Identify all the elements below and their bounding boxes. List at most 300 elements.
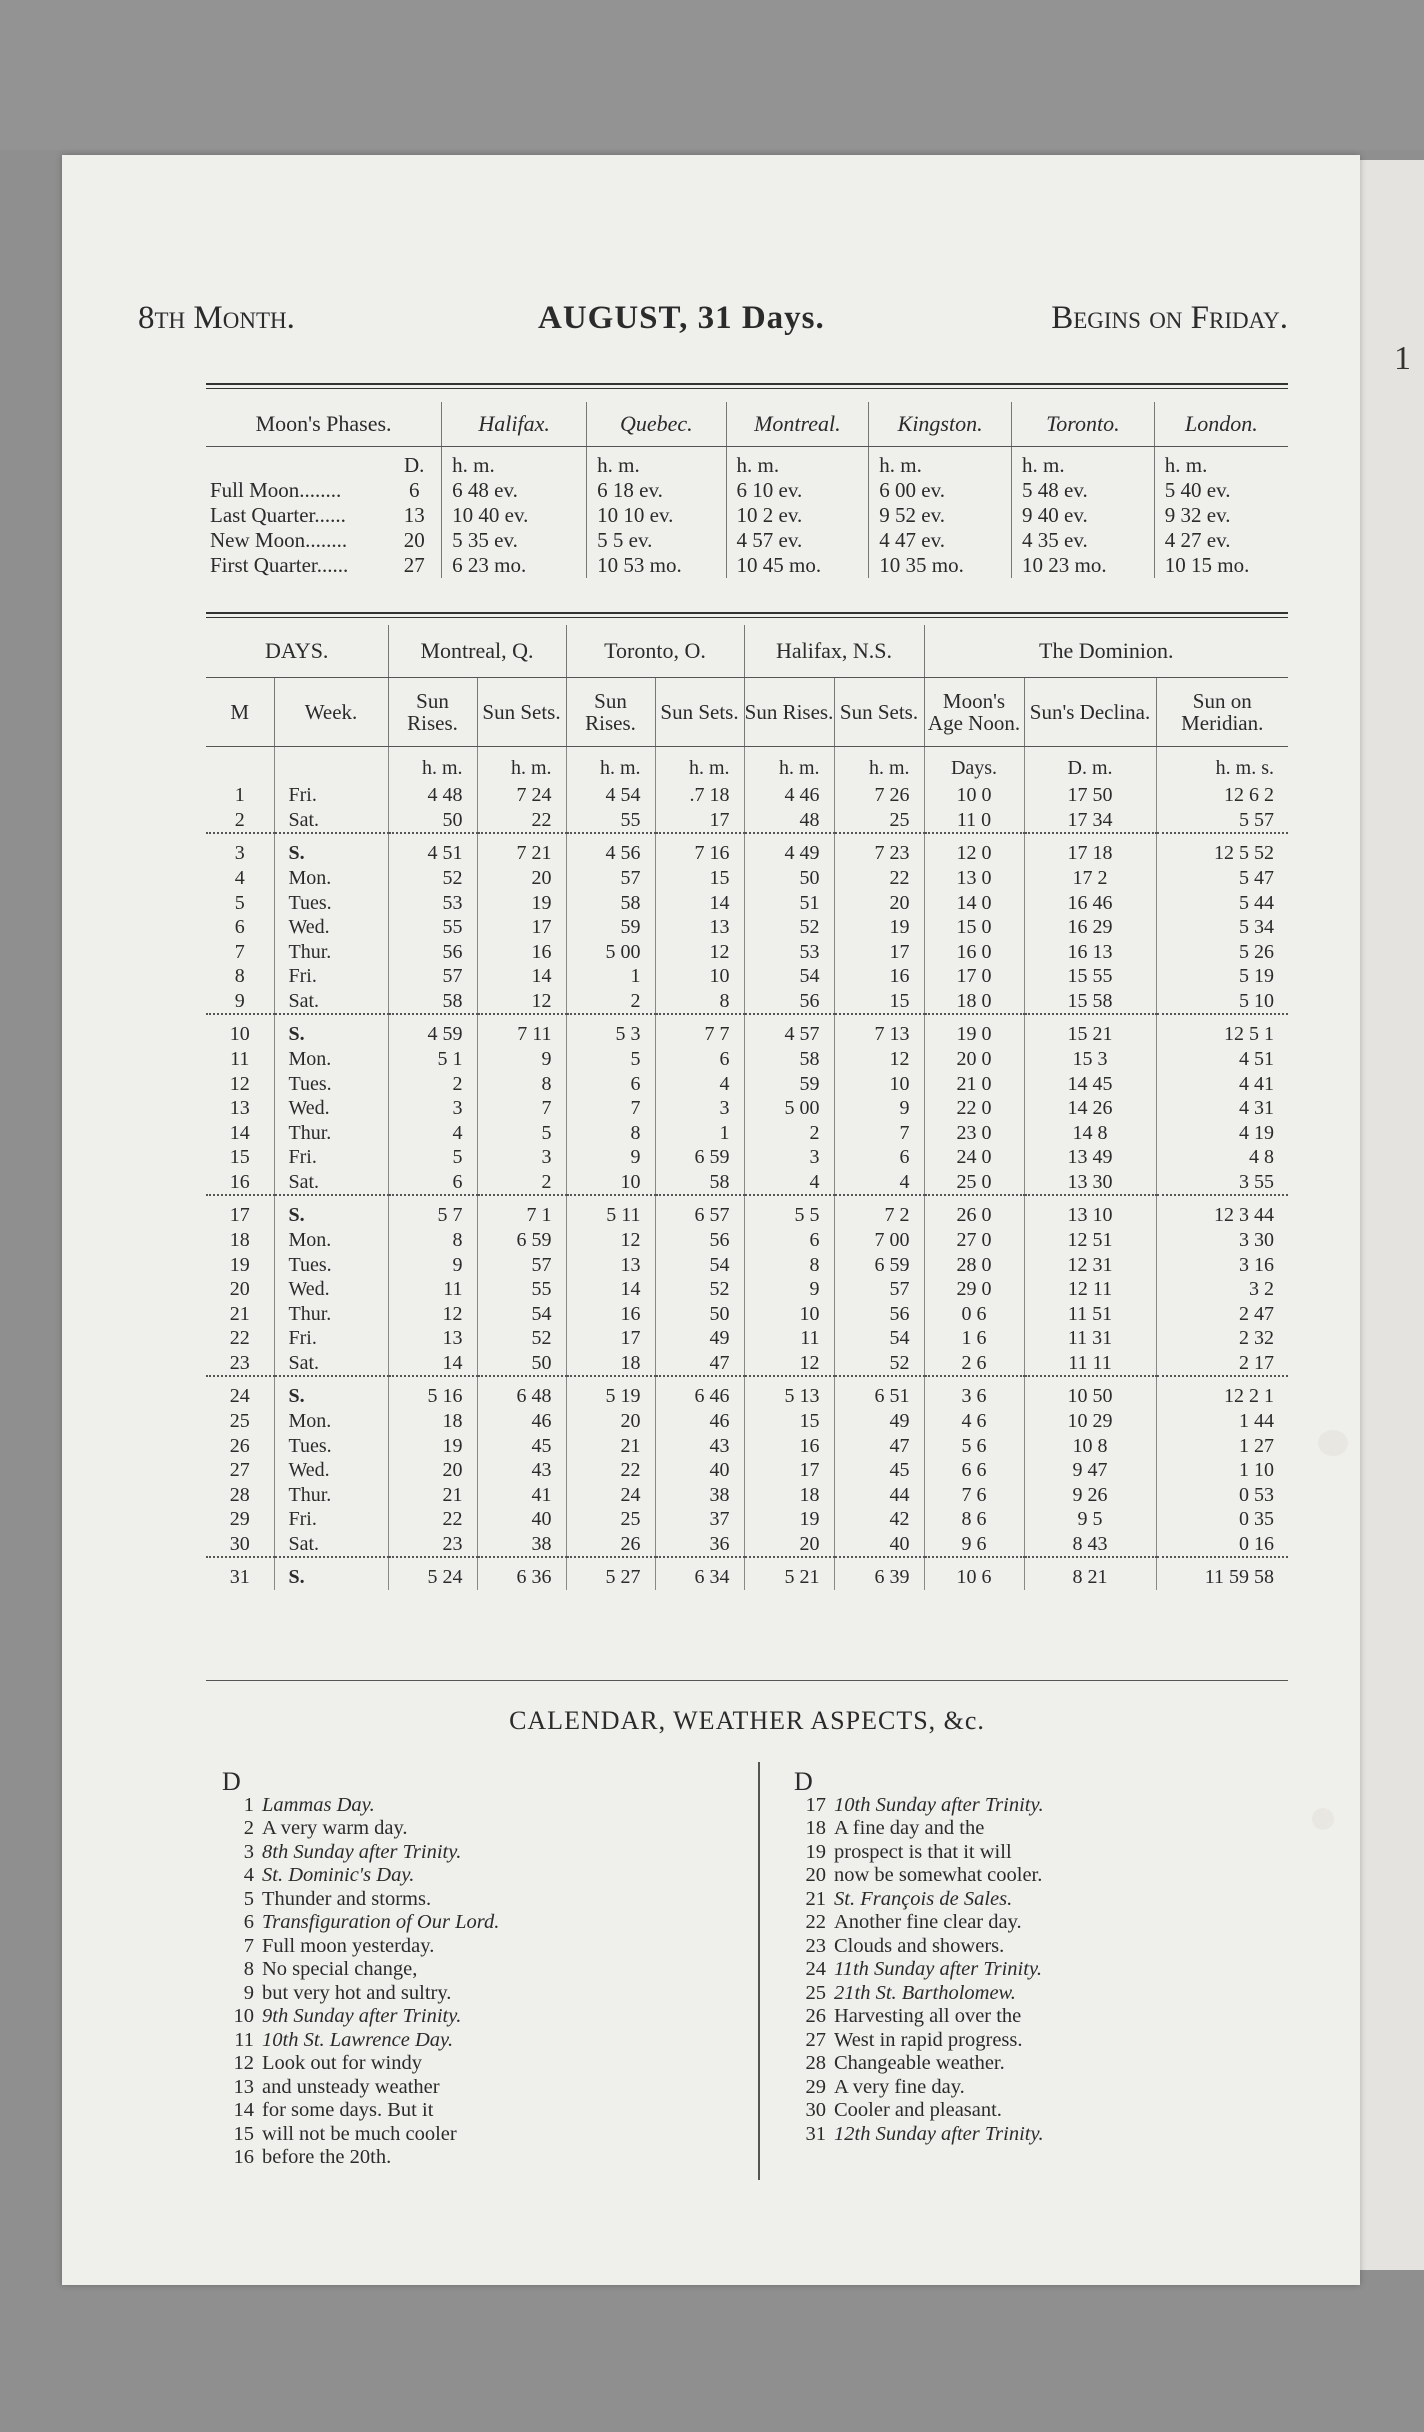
halifax-rises: 9: [744, 1277, 834, 1302]
montreal-sets: 7 11: [477, 1014, 566, 1047]
day-number: 3: [206, 833, 274, 866]
toronto-rises: 14: [566, 1277, 655, 1302]
calendar-day: 16: [233, 2146, 254, 2168]
halifax-sets: 7 2: [834, 1195, 924, 1228]
halifax-sets: 19: [834, 915, 924, 940]
moon-age: 6 6: [924, 1458, 1024, 1483]
moon-age: 11 0: [924, 808, 1024, 834]
day-row: [206, 1170, 1288, 1196]
calendar-day: 20: [805, 1864, 826, 1886]
day-number: 24: [206, 1376, 274, 1409]
calendar-day: 13: [233, 2075, 254, 2098]
moon-age: 4 6: [924, 1409, 1024, 1434]
unit-hm: h. m.: [744, 747, 834, 784]
halifax-rises: 8: [744, 1253, 834, 1278]
unit-day: D.: [387, 447, 441, 479]
weekday: Fri.: [274, 1326, 388, 1351]
calendar-column-left: [222, 1767, 500, 2170]
phases-rule: [206, 612, 1288, 618]
moon-age: 20 0: [924, 1047, 1024, 1072]
phase-time: 6 00 ev.: [869, 478, 1012, 503]
day-row: [206, 866, 1288, 891]
city-kingston: Kingston.: [869, 402, 1012, 447]
halifax-sets: 7: [834, 1121, 924, 1146]
day-number: 5: [206, 891, 274, 916]
calendar-entry: [222, 2123, 499, 2147]
halifax-rises: 5 21: [744, 1557, 834, 1590]
day-number: 12: [206, 1072, 274, 1097]
sun-declination: 15 58: [1024, 989, 1156, 1015]
calendar-divider: [758, 1762, 760, 2180]
moon-age: 16 0: [924, 940, 1024, 965]
halifax-rises: 5 00: [744, 1096, 834, 1121]
unit-hm: h. m.: [566, 747, 655, 784]
montreal-rises: 50: [388, 808, 477, 834]
moon-age: 13 0: [924, 866, 1024, 891]
sun-meridian: 4 51: [1239, 1048, 1274, 1071]
day-number: 6: [206, 915, 274, 940]
montreal-sets: 9: [477, 1047, 566, 1072]
sun-meridian: 3 2: [1249, 1278, 1274, 1301]
calendar-note: West in rapid progress.: [834, 2028, 1023, 2051]
halifax-rises: 3: [744, 1145, 834, 1170]
phase-day: 13: [387, 503, 441, 528]
halifax-sets: 16: [834, 964, 924, 989]
calendar-note: will not be much cooler: [262, 2122, 457, 2145]
day-row: [206, 1072, 1288, 1097]
sun-meridian: 12 5 1: [1156, 1014, 1288, 1047]
calendar-day: 24: [805, 1958, 826, 1980]
sun-meridian: 4 41: [1239, 1072, 1274, 1095]
weekday: Tues.: [274, 891, 388, 916]
toronto-sets: 1: [655, 1121, 744, 1146]
sun-declination: 10 50: [1024, 1376, 1156, 1409]
day-row: [206, 1458, 1288, 1483]
day-row: [206, 1121, 1288, 1146]
day-row: [206, 1483, 1288, 1508]
calendar-note: A fine day and the: [834, 1817, 985, 1839]
sun-meridian: 1 10: [1239, 1459, 1274, 1482]
calendar-note: Thunder and storms.: [262, 1887, 432, 1910]
toronto-rises: 17: [566, 1326, 655, 1351]
sun-meridian: 12 2 1: [1156, 1376, 1288, 1409]
toronto-sets: 7 7: [655, 1014, 744, 1047]
calendar-day: 3: [243, 1840, 254, 1863]
day-row: [206, 1096, 1288, 1121]
calendar-note: Look out for windy: [262, 2052, 422, 2074]
calendar-day: 22: [805, 1911, 826, 1933]
halifax-rises: 18: [744, 1483, 834, 1508]
toronto-sets: 47: [655, 1351, 744, 1377]
toronto-rises: 12: [566, 1228, 655, 1253]
montreal-sets: 19: [477, 891, 566, 916]
halifax-sets: 15: [834, 989, 924, 1015]
toronto-sets: 15: [655, 866, 744, 891]
phase-time: 5 5 ev.: [587, 528, 726, 553]
halifax-sets: 40: [834, 1532, 924, 1558]
phase-time: 4 57 ev.: [726, 528, 869, 553]
sun-units-row: [206, 747, 1288, 784]
day-number: 30: [206, 1532, 274, 1558]
toronto-rises: 5 3: [566, 1014, 655, 1047]
calendar-day: 15: [233, 2122, 254, 2145]
sun-declination: 17 2: [1024, 866, 1156, 891]
phase-time: 5 40 ev.: [1164, 478, 1231, 502]
montreal-rises: 23: [388, 1532, 477, 1558]
calendar-note: A very fine day.: [834, 2075, 965, 2098]
day-row: [206, 1277, 1288, 1302]
phase-time: 10 53 mo.: [587, 553, 726, 578]
phase-name: New Moon........: [210, 528, 348, 552]
calendar-entry: [222, 2052, 499, 2076]
moon-age: 8 6: [924, 1507, 1024, 1532]
calendar-note: before the 20th.: [262, 2146, 392, 2168]
montreal-sets: 5: [477, 1121, 566, 1146]
day-row: [206, 891, 1288, 916]
toronto-sets: 6 34: [655, 1557, 744, 1590]
calendar-entry: [222, 2029, 499, 2053]
dominion-group: The Dominion.: [924, 625, 1288, 678]
halifax-rises: 59: [744, 1072, 834, 1097]
sun-meridian: 4 31: [1239, 1097, 1274, 1120]
phase-time: 9 32 ev.: [1164, 503, 1231, 527]
weekday: Wed.: [274, 915, 388, 940]
moon-age: 3 6: [924, 1376, 1024, 1409]
calendar-day: 17: [805, 1793, 826, 1816]
day-row: [206, 1014, 1288, 1047]
toronto-sets: 38: [655, 1483, 744, 1508]
phase-time: 10 45 mo.: [726, 553, 869, 578]
sun-declination: 12 11: [1024, 1277, 1156, 1302]
calendar-entry: [794, 1794, 1044, 1818]
col-sun-meridian: Sun on Meridian.: [1156, 678, 1288, 747]
day-row: [206, 1253, 1288, 1278]
halifax-sets: 25: [834, 808, 924, 834]
halifax-rises: 50: [744, 866, 834, 891]
day-number: 17: [206, 1195, 274, 1228]
toronto-rises: 13: [566, 1253, 655, 1278]
moon-age: 10 6: [924, 1557, 1024, 1590]
weekday: Mon.: [274, 866, 388, 891]
unit-hm: h. m.: [726, 447, 869, 479]
calendar-day: 6: [243, 1911, 254, 1933]
phase-time: 6 18 ev.: [587, 478, 726, 503]
montreal-sets: 7 24: [477, 783, 566, 808]
calendar-entry: [222, 1888, 499, 1912]
montreal-sets: 7: [477, 1096, 566, 1121]
sun-meridian: 5 26: [1239, 940, 1274, 963]
montreal-rises: 3: [388, 1096, 477, 1121]
toronto-sets: 6 59: [655, 1145, 744, 1170]
calendar-day: 7: [243, 1934, 254, 1957]
montreal-sets: 6 36: [477, 1557, 566, 1590]
sun-declination: 14 8: [1024, 1121, 1156, 1146]
days-group: DAYS.: [206, 625, 388, 678]
toronto-sets: 58: [655, 1170, 744, 1196]
weekday: S.: [274, 1195, 388, 1228]
weekday: Thur.: [274, 1302, 388, 1327]
halifax-sets: 45: [834, 1458, 924, 1483]
montreal-rises: 4 59: [388, 1014, 477, 1047]
sun-declination: 8 21: [1024, 1557, 1156, 1590]
col-mtl-sets: Sun Sets.: [477, 678, 566, 747]
toronto-sets: 10: [655, 964, 744, 989]
unit-hm: h. m.: [388, 747, 477, 784]
moon-age: 2 6: [924, 1351, 1024, 1377]
toronto-rises: 2: [566, 989, 655, 1015]
montreal-sets: 52: [477, 1326, 566, 1351]
sun-meridian: 11 59 58: [1156, 1557, 1288, 1590]
toronto-sets: 8: [655, 989, 744, 1015]
moon-age: 7 6: [924, 1483, 1024, 1508]
weekday: Tues.: [274, 1253, 388, 1278]
weekday: Tues.: [274, 1072, 388, 1097]
calendar-day: 30: [805, 2099, 826, 2121]
halifax-sets: 10: [834, 1072, 924, 1097]
calendar-entry: [222, 1982, 499, 2006]
moon-age: 15 0: [924, 915, 1024, 940]
halifax-sets: 9: [834, 1096, 924, 1121]
calendar-entry: [794, 1982, 1044, 2006]
montreal-rises: 6: [388, 1170, 477, 1196]
calendar-note: Another fine clear day.: [834, 1911, 1022, 1933]
calendar-day: 31: [805, 2122, 826, 2145]
day-number: 23: [206, 1351, 274, 1377]
col-moon-age: Moon's Age Noon.: [924, 678, 1024, 747]
phase-name: Last Quarter......: [210, 503, 346, 527]
montreal-sets: 12: [477, 989, 566, 1015]
moon-age: 21 0: [924, 1072, 1024, 1097]
halifax-rises: 48: [744, 808, 834, 834]
calendar-note: 8th Sunday after Trinity.: [262, 1840, 462, 1863]
halifax-sets: 7 23: [834, 833, 924, 866]
calendar-note: for some days. But it: [262, 2099, 434, 2121]
calendar-entry: [794, 1911, 1044, 1935]
moon-age: 28 0: [924, 1253, 1024, 1278]
montreal-rises: 13: [388, 1326, 477, 1351]
halifax-rises: 11: [744, 1326, 834, 1351]
montreal-sets: 6 59: [477, 1228, 566, 1253]
toronto-sets: 46: [655, 1409, 744, 1434]
halifax-rises: 10: [744, 1302, 834, 1327]
adjacent-page-fragment: 1: [1394, 340, 1411, 377]
calendar-note: St. François de Sales.: [834, 1887, 1013, 1910]
calendar-note: now be somewhat cooler.: [834, 1864, 1043, 1886]
halifax-sets: 56: [834, 1302, 924, 1327]
toronto-rises: 26: [566, 1532, 655, 1558]
weekday: Tues.: [274, 1434, 388, 1459]
calendar-day: 29: [805, 2075, 826, 2098]
montreal-sets: 40: [477, 1507, 566, 1532]
montreal-rises: 58: [388, 989, 477, 1015]
moon-age: 19 0: [924, 1014, 1024, 1047]
unit-hm: h. m.: [1164, 453, 1208, 477]
halifax-rises: 51: [744, 891, 834, 916]
phase-units-row: [206, 447, 1288, 479]
moon-phases-table: [206, 402, 1288, 578]
day-row: [206, 940, 1288, 965]
montreal-rises: 4 51: [388, 833, 477, 866]
weekday: Sat.: [274, 1170, 388, 1196]
montreal-rises: 9: [388, 1253, 477, 1278]
toronto-sets: 4: [655, 1072, 744, 1097]
calendar-entry: [222, 1817, 499, 1841]
unit-days: Days.: [924, 747, 1024, 784]
day-number: 28: [206, 1483, 274, 1508]
sun-meridian: 4 19: [1239, 1121, 1274, 1144]
toronto-sets: 43: [655, 1434, 744, 1459]
calendar-entry: [222, 2005, 499, 2029]
weekday: Mon.: [274, 1228, 388, 1253]
sun-declination: 13 30: [1024, 1170, 1156, 1196]
halifax-rises: 16: [744, 1434, 834, 1459]
moon-age: 24 0: [924, 1145, 1024, 1170]
sun-meridian: 2 47: [1239, 1302, 1274, 1325]
col-month-day: M: [206, 678, 274, 747]
calendar-note: 12th Sunday after Trinity.: [834, 2122, 1044, 2145]
weekday: Thur.: [274, 1121, 388, 1146]
phase-time: 4 27 ev.: [1164, 528, 1231, 552]
halifax-sets: 17: [834, 940, 924, 965]
day-number: 13: [206, 1096, 274, 1121]
sun-declination: 10 29: [1024, 1409, 1156, 1434]
calendar-entry: [794, 1841, 1044, 1865]
begins-on: Begins on Friday.: [1051, 300, 1288, 336]
calendar-note: 10th St. Lawrence Day.: [262, 2028, 454, 2051]
montreal-sets: 6 48: [477, 1376, 566, 1409]
calendar-note: No special change,: [262, 1958, 418, 1980]
weekday: S.: [274, 1557, 388, 1590]
moon-age: 0 6: [924, 1302, 1024, 1327]
weekday: Mon.: [274, 1047, 388, 1072]
halifax-sets: 44: [834, 1483, 924, 1508]
toronto-sets: 37: [655, 1507, 744, 1532]
sun-meridian: 4 8: [1249, 1146, 1274, 1169]
calendar-day: 12: [233, 2052, 254, 2074]
halifax-rises: 5 13: [744, 1376, 834, 1409]
montreal-rises: 56: [388, 940, 477, 965]
calendar-entry: [794, 2052, 1044, 2076]
weekday: Sat.: [274, 1351, 388, 1377]
phase-time: 10 15 mo.: [1164, 553, 1250, 577]
toronto-rises: 25: [566, 1507, 655, 1532]
sun-declination: 13 10: [1024, 1195, 1156, 1228]
montreal-group: Montreal, Q.: [388, 625, 566, 678]
sun-declination: 10 8: [1024, 1434, 1156, 1459]
montreal-sets: 14: [477, 964, 566, 989]
toronto-sets: 12: [655, 940, 744, 965]
toronto-rises: 22: [566, 1458, 655, 1483]
calendar-day: 26: [805, 2005, 826, 2027]
sun-declination: 17 50: [1024, 783, 1156, 808]
phase-time: 4 35 ev.: [1012, 528, 1155, 553]
calendar-day: 5: [243, 1887, 254, 1910]
unit-hm: h. m.: [834, 747, 924, 784]
montreal-sets: 7 21: [477, 833, 566, 866]
toronto-rises: 57: [566, 866, 655, 891]
calendar-note: 9th Sunday after Trinity.: [262, 2005, 462, 2027]
halifax-rises: 20: [744, 1532, 834, 1558]
sun-meridian: 12 6 2: [1224, 784, 1274, 807]
montreal-rises: 18: [388, 1409, 477, 1434]
col-sun-declination: Sun's Declina.: [1024, 678, 1156, 747]
montreal-rises: 19: [388, 1434, 477, 1459]
weekday: Fri.: [274, 783, 388, 808]
toronto-rises: 55: [566, 808, 655, 834]
unit-hm: h. m.: [442, 447, 587, 479]
calendar-day: 14: [233, 2099, 254, 2121]
calendar-day: 9: [243, 1981, 254, 2004]
calendar-entry: [222, 2099, 499, 2123]
halifax-sets: 6 51: [834, 1376, 924, 1409]
halifax-sets: 42: [834, 1507, 924, 1532]
calendar-day: 4: [243, 1864, 254, 1886]
day-number: 8: [206, 964, 274, 989]
montreal-sets: 45: [477, 1434, 566, 1459]
toronto-rises: 24: [566, 1483, 655, 1508]
calendar-entry: [222, 2076, 499, 2100]
day-number: 21: [206, 1302, 274, 1327]
toronto-rises: 7: [566, 1096, 655, 1121]
city-toronto: Toronto.: [1012, 402, 1155, 447]
toronto-sets: 36: [655, 1532, 744, 1558]
halifax-sets: 52: [834, 1351, 924, 1377]
halifax-rises: 4 57: [744, 1014, 834, 1047]
toronto-rises: 6: [566, 1072, 655, 1097]
calendar-day: 23: [805, 1934, 826, 1957]
toronto-rises: 5 19: [566, 1376, 655, 1409]
calendar-note: Harvesting all over the: [834, 2005, 1022, 2027]
toronto-sets: 54: [655, 1253, 744, 1278]
weekday: Mon.: [274, 1409, 388, 1434]
unit-hm: h. m.: [587, 447, 726, 479]
halifax-group: Halifax, N.S.: [744, 625, 924, 678]
weekday: Thur.: [274, 940, 388, 965]
day-number: 18: [206, 1228, 274, 1253]
day-row: [206, 989, 1288, 1015]
moon-age: 9 6: [924, 1532, 1024, 1558]
montreal-sets: 43: [477, 1458, 566, 1483]
weekday: Thur.: [274, 1483, 388, 1508]
toronto-rises: 58: [566, 891, 655, 916]
montreal-sets: 54: [477, 1302, 566, 1327]
sun-declination: 15 3: [1024, 1047, 1156, 1072]
calendar-entry: [794, 2005, 1044, 2029]
halifax-sets: 7 13: [834, 1014, 924, 1047]
phase-time: 5 35 ev.: [442, 528, 587, 553]
toronto-rises: 5 11: [566, 1195, 655, 1228]
calendar-entry: [222, 1911, 499, 1935]
sun-declination: 16 46: [1024, 891, 1156, 916]
toronto-sets: 56: [655, 1228, 744, 1253]
toronto-rises: 8: [566, 1121, 655, 1146]
phase-time: 6 10 ev.: [726, 478, 869, 503]
sun-declination: 9 47: [1024, 1458, 1156, 1483]
day-number: 10: [206, 1014, 274, 1047]
toronto-rises: 59: [566, 915, 655, 940]
day-row: [206, 1507, 1288, 1532]
halifax-rises: 2: [744, 1121, 834, 1146]
calendar-day: 21: [805, 1887, 826, 1910]
halifax-rises: 4: [744, 1170, 834, 1196]
toronto-rises: 21: [566, 1434, 655, 1459]
day-number: 14: [206, 1121, 274, 1146]
sun-declination: 17 34: [1024, 808, 1156, 834]
halifax-sets: 7 00: [834, 1228, 924, 1253]
col-week: Week.: [274, 678, 388, 747]
montreal-rises: 5 16: [388, 1376, 477, 1409]
calendar-note: but very hot and sultry.: [262, 1981, 452, 2004]
